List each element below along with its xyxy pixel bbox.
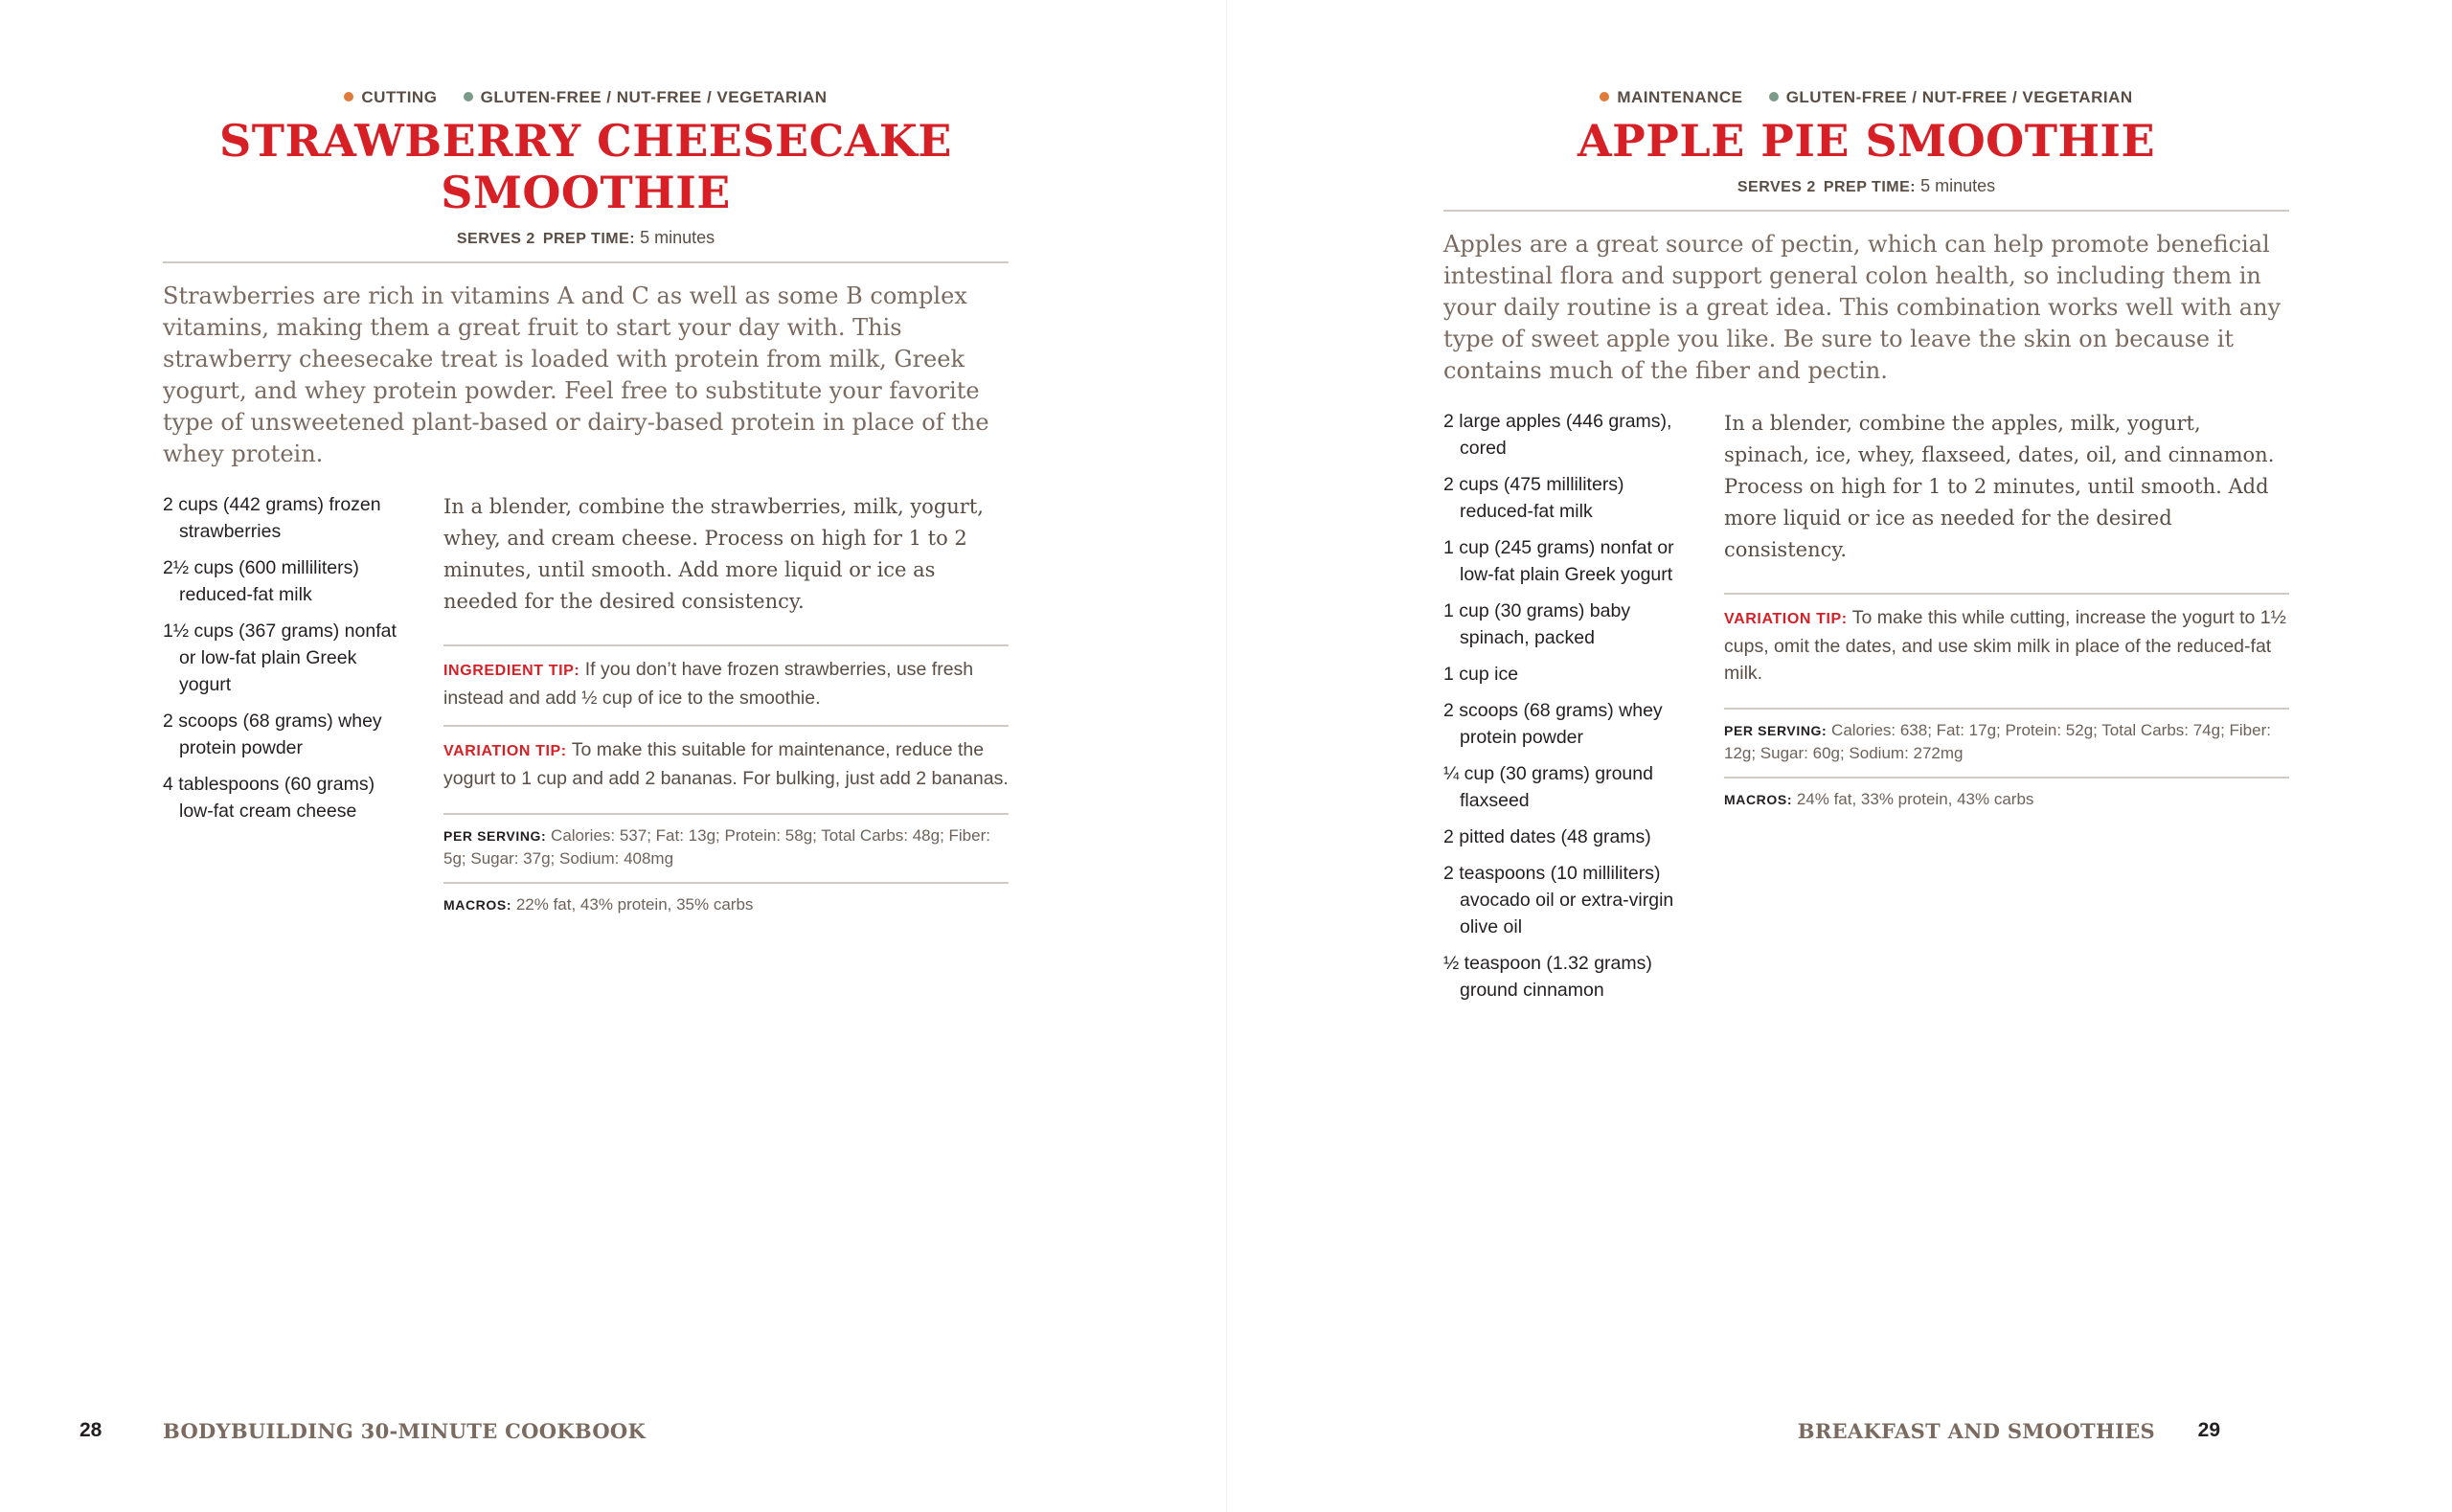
ingredient-item: 2 scoops (68 grams) whey protein powder xyxy=(1443,700,1663,748)
recipe-body xyxy=(163,491,1009,916)
directions: In a blender, combine the strawberries, milk, yogurt, whey, and cream cheese. Process on high for 1 to 2 minutes, until smooth. Add more liquid or ice as needed for the desired consistency. xyxy=(443,495,984,613)
ingredients-list xyxy=(163,491,443,916)
per-serving-text: Calories: 537; Fat: 13g; Protein: 58g; Total Carbs: 48g; Fiber: 5g; Sugar: 37g; Sodium: 408mg xyxy=(443,826,990,868)
macros-label: MACROS: xyxy=(443,897,512,913)
serves-prep-line xyxy=(1443,176,2289,196)
ingredient-item: 2 cups (442 grams) frozen strawberries xyxy=(163,494,381,542)
tag-dietary: GLUTEN-FREE / NUT-FREE / VEGETARIAN xyxy=(1769,88,2133,107)
prep-time-value: 5 minutes xyxy=(1920,176,1996,195)
per-serving-label: PER SERVING: xyxy=(1724,723,1828,738)
serves-label: SERVES 2 xyxy=(1737,179,1816,195)
per-serving xyxy=(443,824,1009,870)
variation-tip-label: VARIATION TIP: xyxy=(443,743,567,759)
macros-box xyxy=(1724,777,2289,811)
recipe-strawberry-cheesecake-smoothie xyxy=(163,88,1009,916)
macros xyxy=(1724,788,2289,811)
ingredient-item: 4 tablespoons (60 grams) low-fat cream cheese xyxy=(163,774,375,822)
per-serving-box xyxy=(443,813,1009,870)
ingredient-item: ½ teaspoon (1.32 grams) ground cinnamon xyxy=(1443,953,1652,1001)
ingredient-tip-text: If you don’t have frozen strawberries, use fresh instead and add ½ cup of ice to the smoothie. xyxy=(443,659,974,709)
macros-text: 22% fat, 43% protein, 35% carbs xyxy=(515,895,754,914)
macros-box xyxy=(443,882,1009,916)
directions: In a blender, combine the apples, milk, yogurt, spinach, ice, whey, flaxseed, dates, oil, and cinnamon. Process on high for 1 to 2 minutes, until smooth. Add more liquid or ice as needed for the desired consistency. xyxy=(1724,412,2275,561)
recipe-body xyxy=(1443,408,2289,1013)
divider xyxy=(1443,210,2289,212)
tag-diet-phase: CUTTING xyxy=(344,88,437,107)
macros-text: 24% fat, 33% protein, 43% carbs xyxy=(1796,790,2034,808)
ingredient-item: 2 large apples (446 grams), cored xyxy=(1443,411,1672,459)
recipe-title xyxy=(1443,115,2289,167)
page-number: 28 xyxy=(79,1419,102,1441)
ingredient-tip-label: INGREDIENT TIP: xyxy=(443,663,580,679)
page-number: 29 xyxy=(2197,1419,2220,1441)
ingredient-tip xyxy=(443,656,1009,711)
ingredient-tip-box xyxy=(443,644,1009,711)
variation-tip-text: To make this suitable for maintenance, reduce the yogurt to 1 cup and add 2 bananas. For bulking, just add 2 bananas. xyxy=(443,739,1009,789)
serves-label: SERVES 2 xyxy=(456,231,535,247)
tag-dietary: GLUTEN-FREE / NUT-FREE / VEGETARIAN xyxy=(464,88,828,107)
running-head: BODYBUILDING 30-MINUTE COOKBOOK xyxy=(163,1419,647,1443)
running-head: BREAKFAST AND SMOOTHIES xyxy=(1797,1419,2155,1443)
per-serving xyxy=(1724,719,2289,765)
ingredient-item: 2 teaspoons (10 milliliters) avocado oil or extra-virgin olive oil xyxy=(1443,863,1674,937)
ingredient-item: 2½ cups (600 milliliters) reduced-fat milk xyxy=(163,557,359,605)
ingredient-item: 2 cups (475 milliliters) reduced-fat milk xyxy=(1443,474,1624,522)
macros-label: MACROS: xyxy=(1724,792,1793,807)
recipe-apple-pie-smoothie xyxy=(1443,88,2289,1013)
right-page xyxy=(1226,0,2452,1512)
ingredient-item: 1 cup ice xyxy=(1443,664,1519,685)
orange-dot-icon xyxy=(1600,92,1609,102)
recipe-title-line-1: APPLE PIE SMOOTHIE xyxy=(1577,115,2156,167)
prep-time-label: PREP TIME: xyxy=(542,231,636,247)
macros xyxy=(443,893,1009,916)
method-column xyxy=(443,491,1009,916)
tag-diet-phase: MAINTENANCE xyxy=(1600,88,1742,107)
per-serving-label: PER SERVING: xyxy=(443,828,547,844)
ingredient-item: 1½ cups (367 grams) nonfat or low-fat plain Greek yogurt xyxy=(163,621,397,695)
variation-tip xyxy=(1724,604,2289,687)
recipe-title xyxy=(163,115,1009,218)
green-dot-icon xyxy=(464,92,473,102)
recipe-title-line-1: STRAWBERRY CHEESECAKE xyxy=(219,115,952,167)
variation-tip xyxy=(443,736,1009,792)
recipe-title-line-2: SMOOTHIE xyxy=(441,167,731,218)
ingredient-item: 2 scoops (68 grams) whey protein powder xyxy=(163,711,382,758)
recipe-tags xyxy=(163,88,1009,107)
ingredients-list xyxy=(1443,408,1724,1013)
per-serving-box xyxy=(1724,708,2289,765)
variation-tip-label: VARIATION TIP: xyxy=(1724,611,1848,627)
orange-dot-icon xyxy=(344,92,353,102)
recipe-intro: Strawberries are rich in vitamins A and C as well as some B complex vitamins, making them a great fruit to start your day with. This strawberry cheesecake treat is loaded with protein from milk, Greek yogurt, and whey protein powder. Feel free to substitute your favorite type of unsweetened plant-based or dairy-based protein in place of the whey protein. xyxy=(163,282,989,467)
prep-time-label: PREP TIME: xyxy=(1823,179,1917,195)
per-serving-text: Calories: 638; Fat: 17g; Protein: 52g; Total Carbs: 74g; Fiber: 12g; Sugar: 60g; Sodium: 272mg xyxy=(1724,721,2271,762)
serves-prep-line xyxy=(163,228,1009,248)
green-dot-icon xyxy=(1769,92,1779,102)
recipe-tags xyxy=(1443,88,2289,107)
variation-tip-box xyxy=(1724,593,2289,687)
ingredient-item: 1 cup (245 grams) nonfat or low-fat plain Greek yogurt xyxy=(1443,537,1674,585)
method-column xyxy=(1724,408,2289,1013)
ingredient-item: 1 cup (30 grams) baby spinach, packed xyxy=(1443,600,1631,648)
variation-tip-box xyxy=(443,725,1009,792)
variation-tip-text: To make this while cutting, increase the yogurt to 1½ cups, omit the dates, and use skim milk in place of the reduced-fat milk. xyxy=(1724,607,2286,684)
prep-time-value: 5 minutes xyxy=(640,228,715,247)
recipe-intro: Apples are a great source of pectin, which can help promote beneficial intestinal flora and support general colon health, so including them in your daily routine is a great idea. This combination works well with any type of sweet apple you like. Be sure to leave the skin on because it contains much of the fiber and pectin. xyxy=(1443,231,2282,384)
ingredient-item: 2 pitted dates (48 grams) xyxy=(1443,826,1651,847)
ingredient-item: ¼ cup (30 grams) ground flaxseed xyxy=(1443,763,1653,811)
divider xyxy=(163,261,1009,263)
